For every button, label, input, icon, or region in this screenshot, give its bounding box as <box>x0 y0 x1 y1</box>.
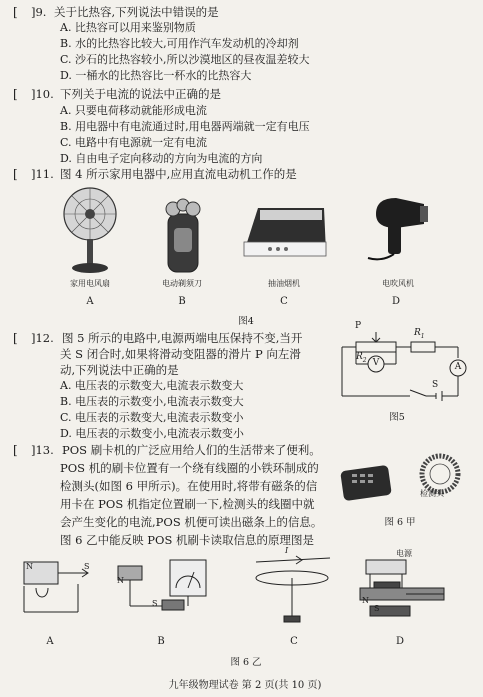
electric-fan-illustration <box>58 186 122 278</box>
diagram-letter-b: B <box>157 636 165 647</box>
question-number: ]11. <box>31 167 54 181</box>
r2-label: $R_2$ <box>356 352 367 364</box>
answer-bracket: [ <box>13 5 18 19</box>
option-d: D. 自由电子定向移动的方向为电流的方向 <box>60 152 263 165</box>
question-number: ]12. <box>31 331 54 345</box>
diagram-letter-a: A <box>46 636 54 647</box>
option-b: B. 电压表的示数变小,电流表示数变大 <box>60 395 244 408</box>
diagram-b-n-label: N <box>117 576 124 585</box>
item-letter-c: C <box>280 296 288 307</box>
item-label-a: 家用电风扇 <box>70 279 110 288</box>
diagram-a-n-label: N <box>26 562 33 571</box>
diagram-d-n-label: N <box>362 596 369 605</box>
question-stem-line: POS 机的刷卡位置有一个绕有线圈的小铁环制成的 <box>60 461 319 475</box>
figure-4-caption: 图4 <box>238 316 254 327</box>
question-stem-line: 图 5 所示的电路中,电源两端电压保持不变,当开 <box>62 331 303 345</box>
question-stem-line: 图 6 乙中能反映 POS 机刷卡读取信息的原理图是 <box>60 533 314 547</box>
answer-bracket: [ <box>13 87 18 101</box>
diagram-b <box>112 556 216 628</box>
option-d: D. 一桶水的比热容比一杯水的比热容大 <box>60 69 252 82</box>
question-stem: 关于比热容,下列说法中错误的是 <box>54 5 219 19</box>
option-d: D. 电压表的示数变小,电流表示数变小 <box>60 427 244 440</box>
diagram-a-s-label: S <box>84 562 90 571</box>
item-label-c: 抽油烟机 <box>268 279 300 288</box>
item-label-d: 电吹风机 <box>382 279 414 288</box>
question-stem-line: 检测头(如图 6 甲所示)。在使用时,将带有磁条的信 <box>60 479 318 493</box>
question-stem-line: 关 S 闭合时,如果将滑动变阻器的滑片 P 向左滑 <box>60 347 301 361</box>
item-letter-a: A <box>86 296 94 307</box>
question-number: ]13. <box>31 443 54 457</box>
question-stem: 图 4 所示家用电器中,应用直流电动机工作的是 <box>60 167 297 181</box>
figure-6b-caption: 图 6 乙 <box>230 657 262 668</box>
power-source-label: 电源 <box>396 549 412 558</box>
diagram-d <box>350 556 456 628</box>
item-label-b: 电动剃须刀 <box>162 279 202 288</box>
option-c: C. 电路中有电源就一定有电流 <box>60 136 208 149</box>
answer-bracket: [ <box>13 443 18 457</box>
diagram-b-s-label: S <box>152 599 158 608</box>
range-hood-illustration <box>238 202 330 260</box>
diagram-c <box>250 554 336 630</box>
figure-6a-caption: 图 6 甲 <box>384 517 416 528</box>
option-c: C. 电压表的示数变大,电流表示数变小 <box>60 411 244 424</box>
option-b: B. 用电器中有电流通过时,用电器两端就一定有电压 <box>60 120 310 133</box>
question-stem-line: 动,下列说法中正确的是 <box>60 363 179 377</box>
hair-dryer-illustration <box>366 194 430 264</box>
switch-label: S <box>432 380 439 390</box>
current-label: I <box>285 546 289 555</box>
option-c: C. 沙石的比热容较小,所以沙漠地区的昼夜温差较大 <box>60 53 310 66</box>
question-stem-line: 会产生变化的电流,POS 机便可读出磁条上的信息。 <box>60 515 323 529</box>
item-letter-b: B <box>178 296 186 307</box>
detector-head-label: 检测头 <box>420 489 444 498</box>
item-letter-d: D <box>391 296 401 307</box>
answer-bracket: [ <box>13 167 18 181</box>
question-number: ]9. <box>31 5 47 19</box>
option-a: A. 电压表的示数变大,电流表示数变大 <box>60 379 244 392</box>
voltmeter-label: V <box>372 358 380 368</box>
option-b: B. 水的比热容比较大,可用作汽车发动机的冷却剂 <box>60 37 299 50</box>
question-stem-line: 用卡在 POS 机指定位置刷一下,检测头的线圈中就 <box>60 497 315 511</box>
option-a: A. 比热容可以用来鉴别物质 <box>60 21 196 34</box>
electric-shaver-illustration <box>160 200 206 274</box>
answer-bracket: [ <box>13 331 18 345</box>
diagram-letter-c: C <box>290 636 298 647</box>
figure-5-caption: 图5 <box>389 412 405 423</box>
slider-p-label: P <box>355 321 362 331</box>
diagram-letter-d: D <box>395 636 405 647</box>
option-a: A. 只要电荷移动就能形成电流 <box>60 104 207 117</box>
page-footer: 九年级物理试卷 第 2 页(共 10 页) <box>168 680 322 691</box>
ammeter-label: A <box>454 362 462 372</box>
question-number: ]10. <box>31 87 54 101</box>
question-stem-line: POS 刷卡机的广泛应用给人们的生活带来了便利。 <box>62 443 321 457</box>
diagram-d-s-label: S <box>374 604 380 613</box>
circuit-diagram <box>336 326 470 406</box>
pos-machine-illustration <box>338 452 468 508</box>
question-stem: 下列关于电流的说法中正确的是 <box>60 87 221 101</box>
r1-label: $R_1$ <box>414 328 425 340</box>
